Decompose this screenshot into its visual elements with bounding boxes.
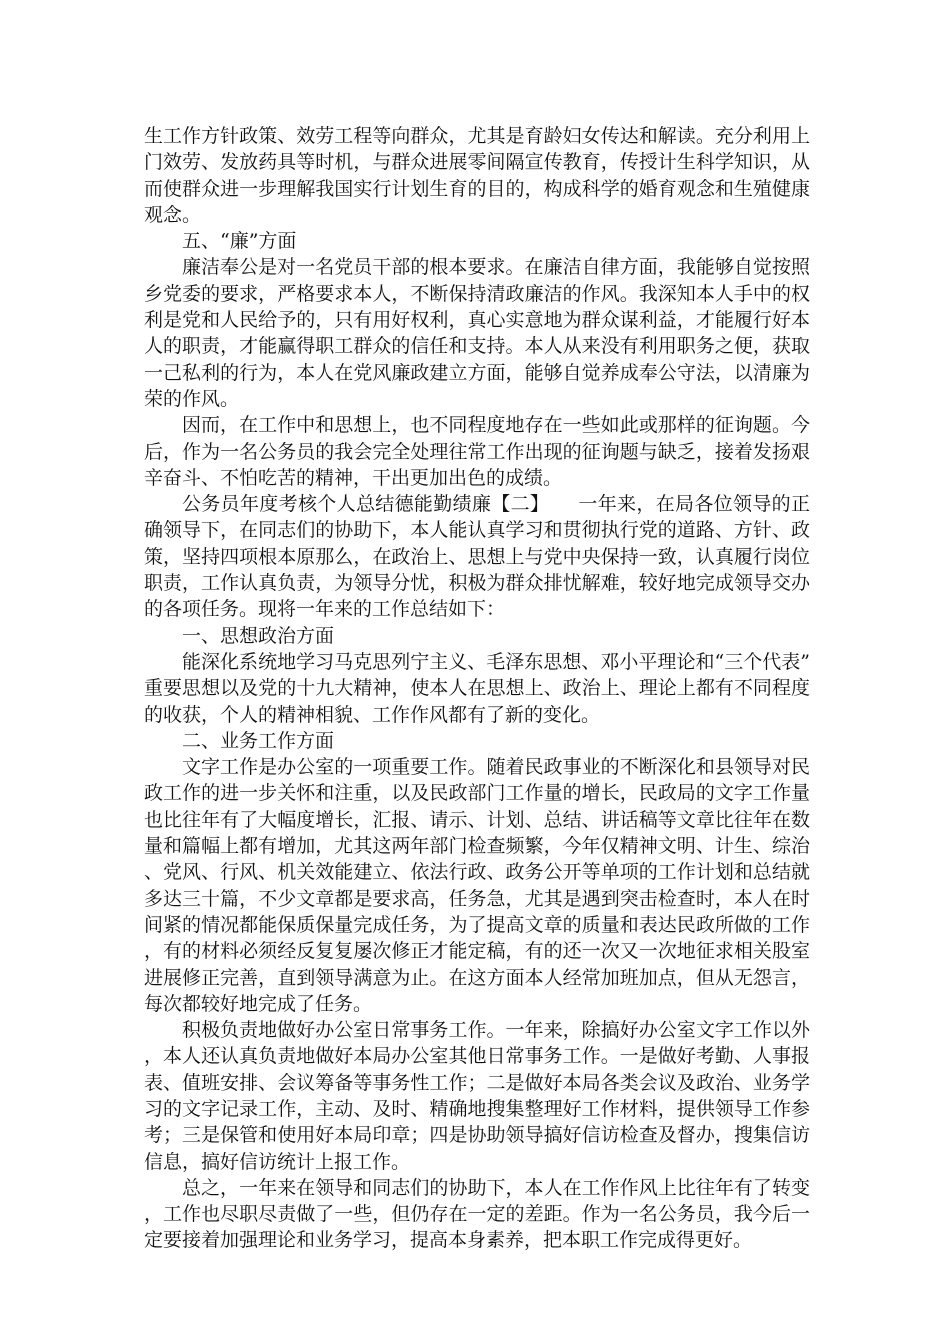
paragraph-ideology: 能深化系统地学习马克思列宁主义、毛泽东思想、邓小平理论和“三个代表”重要思想以及党的十九大精神，使本人在思想上、政治上、理论上都有不同程度的收获，个人的精神相貌、工作作风都有了新的变化。 (144, 650, 810, 726)
section-heading-ideology: 一、思想政治方面 (182, 624, 335, 647)
paragraph-continuation: 生工作方针政策、效劳工程等向群众，尤其是育龄妇女传达和解读。充分利用上门效劳、发放药具等时机，与群众进展零间隔宣传教育，传授计生科学知识，从而使群众进一步理解我国实行计划生育的目的，构成科学的婚育观念和生殖健康观念。 (144, 125, 810, 226)
paragraph-summary: 总之，一年来在领导和同志们的协助下，本人在工作作风上比往年有了转变，工作也尽职尽责做了一些，但仍存在一定的差距。作为一名公务员，我今后一定要接着加强理论和业务学习，提高本身素养，把本职工作完成得更好。 (144, 1176, 810, 1252)
paragraph-shortcomings: 因而，在工作中和思想上，也不同程度地存在一些如此或那样的征询题。今后，作为一名公务员的我会完全处理往常工作出现的征询题与缺乏，接着发扬艰辛奋斗、不怕吃苦的精神，干出更加出色的成绩。 (144, 414, 810, 489)
paragraph-lian: 廉洁奉公是对一名党员干部的根本要求。在廉洁自律方面，我能够自觉按照乡党委的要求，严格要求本人，不断保持清政廉洁的作风。我深知本人手中的权利是党和人民给予的，只有用好权利，真心实意地为群众谋利益，才能履行好本人的职责，才能赢得职工群众的信任和支持。本人从来没有利用职务之便，获取一己私利的行为，本人在党风廉政建立方面，能够自觉养成奉公守法，以清廉为荣的作风。 (144, 256, 810, 410)
document-page (144, 123, 810, 1254)
section-heading-business: 二、业务工作方面 (182, 729, 335, 752)
paragraph-daily-affairs: 积极负责地做好办公室日常事务工作。一年来，除搞好办公室文字工作以外，本人还认真负责地做好本局办公室其他日常事务工作。一是做好考勤、人事报表、值班安排、会议筹备等事务性工作；二是做好本局各类会议及政治、业务学习的文字记录工作，主动、及时、精确地搜集整理好工作材料，提供领导工作参考；三是保管和使用好本局印章；四是协助领导搞好信访检查及督办，搜集信访信息，搞好信访统计上报工作。 (144, 1019, 810, 1173)
paragraph-part-two-intro: 公务员年度考核个人总结德能勤绩廉【二】 一年来，在局各位领导的正确领导下，在同志们的协助下，本人能认真学习和贯彻执行党的道路、方针、政策，坚持四项根本原那么，在政治上、思想上与党中央保持一致，认真履行岗位职责，工作认真负责，为领导分忧，积极为群众排忧解难，较好地完成领导交办的各项任务。现将一年来的工作总结如下： (144, 493, 810, 621)
section-heading-lian: 五、“廉”方面 (182, 230, 297, 253)
paragraph-writing-work: 文字工作是办公室的一项重要工作。随着民政事业的不断深化和县领导对民政工作的进一步关怀和注重，以及民政部门工作量的增长，民政局的文字工作量也比往年有了大幅度增长，汇报、请示、计划、总结、讲话稿等文章比往年在数量和篇幅上都有增加，尤其这两年部门检查频繁，今年仅精神文明、计生、综治、党风、行风、机关效能建立、依法行政、政务公开等单项的工作计划和总结就多达三十篇，不少文章都是要求高，任务急，尤其是遇到突击检查时，本人在时间紧的情况都能保质保量完成任务，为了提高文章的质量和表达民政所做的工作，有的材料必须经反复复屡次修正才能定稿，有的还一次又一次地征求相关股室进展修正完善，直到领导满意为止。在这方面本人经常加班加点，但从无怨言，每次都较好地完成了任务。 (144, 756, 810, 1015)
